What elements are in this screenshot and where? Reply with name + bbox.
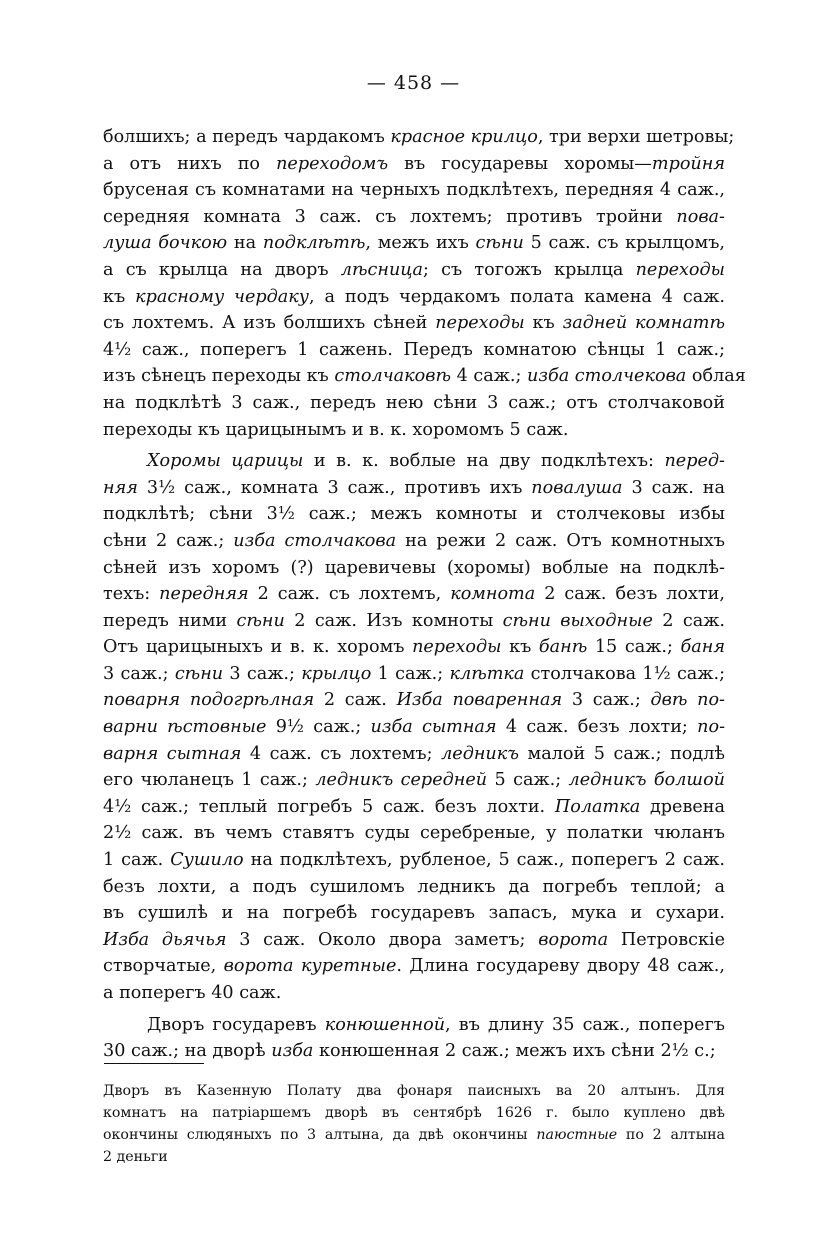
italic-term: передняя (159, 584, 249, 605)
italic-term: изба столчекова (527, 366, 687, 387)
text-line (103, 820, 725, 847)
italic-term: Полатка (554, 796, 641, 817)
text-run: 5 саж. съ крылцомъ, (523, 233, 725, 254)
text-run: къ (524, 313, 563, 334)
text-run: на режи 2 саж. Отъ комнотныхъ (396, 530, 725, 551)
text-run: въ сушилѣ и на погребѣ государевъ запасъ, мука и сухари. (103, 903, 725, 924)
page-number: — 458 — (366, 72, 461, 94)
text-line (103, 608, 725, 635)
italic-term: крылцо (301, 663, 372, 684)
text-run: передъ ними (103, 610, 237, 631)
italic-term: двѣ по- (650, 690, 725, 711)
italic-term: изба столчакова (233, 530, 397, 551)
italic-term: столчаковѣ (334, 366, 451, 387)
text-run: 4 саж.; (451, 366, 528, 387)
italic-term: тройня (651, 153, 725, 174)
text-run: древена (640, 796, 725, 817)
text-run: малой 5 саж.; подлѣ (519, 743, 726, 764)
footnote-paragraph (103, 1080, 725, 1168)
text-run: 2 саж. (652, 610, 725, 631)
text-run: 30 саж.; на дворѣ (103, 1041, 272, 1062)
text-run: брусеная съ комнатами на черныхъ подклѣтехъ, передняя 4 саж., (103, 180, 725, 201)
text-run: 2 саж. Изъ комноты (284, 610, 503, 631)
text-run: 4 саж. безъ лохти; (496, 717, 698, 738)
text-run: 1 саж.; (371, 663, 450, 684)
text-line (103, 741, 725, 768)
text-run: къ (501, 637, 539, 658)
italic-term: варни ѣстовные (103, 717, 267, 738)
text-line (103, 257, 725, 284)
italic-term: ледникъ болшой (568, 770, 725, 791)
text-line (103, 284, 725, 311)
text-run: 4½ саж., поперегъ 1 сажень. Передъ комнатою сѣнцы 1 саж.; (103, 339, 725, 360)
text-run: середняя комната 3 саж. съ лохтемъ; противъ тройни (103, 206, 677, 227)
text-line (103, 1080, 725, 1102)
text-line (103, 794, 725, 821)
text-line (103, 1146, 725, 1168)
italic-term: сѣни выходные (502, 610, 653, 631)
text-run: конюшенная 2 саж.; межъ ихъ сѣни 2½ с.; (313, 1041, 716, 1062)
italic-term: повалуша (531, 477, 623, 498)
text-run: 1 саж. (103, 850, 171, 871)
text-line (103, 953, 725, 980)
text-line (103, 714, 725, 741)
italic-term: Изба дьячья (103, 929, 227, 950)
text-line (103, 501, 725, 528)
text-run: 2½ саж. въ чемъ ставятъ суды серебреные, у полатки чюланъ (103, 823, 725, 844)
text-line (103, 230, 725, 257)
text-run: 5 саж.; (487, 770, 569, 791)
text-run: и в. к. воблые на дву подклѣтехъ: (303, 451, 665, 472)
italic-term: Сушило (170, 850, 244, 871)
text-run: , а подъ чердакомъ полата камена 4 саж. (309, 286, 725, 307)
text-run: съ лохтемъ. А изъ болшихъ сѣней (103, 313, 436, 334)
text-line (103, 448, 725, 475)
italic-term: изба (271, 1041, 314, 1062)
text-run: 3 саж.; (223, 663, 302, 684)
text-run: 3 саж. на (622, 477, 725, 498)
text-run: техъ: (103, 584, 160, 605)
text-run: , въ длину 35 саж., поперегъ (445, 1014, 725, 1035)
text-run: Отъ царицыныхъ и в. к. хоромъ (103, 637, 413, 658)
italic-term: конюшенной (324, 1014, 446, 1035)
italic-term: варня сытная (103, 743, 242, 764)
text-run: сѣни 2 саж.; (103, 530, 234, 551)
text-run: переходы къ царицынымъ и в. к. хоромомъ 5 саж. (103, 419, 569, 440)
italic-term: клѣтка (449, 663, 525, 684)
italic-term: красное крилцо (390, 127, 538, 147)
text-run: Дворъ въ Казенную Полату два фонаря паисныхъ ва 20 алтынъ. Для (103, 1083, 725, 1099)
text-run: въ государевы хоромы— (388, 153, 652, 174)
text-run: болшихъ; а передъ чардакомъ (103, 127, 391, 147)
italic-term: комнота (450, 584, 536, 605)
text-run: изъ сѣнецъ переходы къ (103, 366, 335, 387)
text-run: столчакова 1½ саж.; (524, 663, 725, 684)
text-line (103, 310, 725, 337)
text-line (103, 528, 725, 555)
text-run: на подклѣтехъ, рубленое, 5 саж., поперегъ 2 саж. (243, 850, 726, 871)
text-run: на (227, 233, 263, 254)
text-line (103, 417, 725, 444)
text-run: его чюланецъ 1 саж.; (103, 770, 316, 791)
text-run: а съ крылца на дворъ (103, 259, 341, 280)
italic-term: сѣни (475, 233, 524, 254)
italic-term: сѣни (174, 663, 224, 684)
italic-term: ворота куретные (223, 956, 397, 977)
text-line (103, 177, 725, 204)
italic-term: паюстные (536, 1127, 618, 1143)
text-line (103, 634, 725, 661)
italic-term: Изба поваренная (396, 690, 563, 711)
text-run: , межъ ихъ (365, 233, 476, 254)
text-line (103, 1038, 725, 1065)
text-line (103, 124, 735, 151)
text-line (103, 900, 725, 927)
text-line (103, 980, 725, 1007)
italic-term: ледникъ середней (315, 770, 488, 791)
text-run: къ (103, 286, 136, 307)
italic-term: изба сытная (370, 717, 497, 738)
text-run: окончины слюдяныхъ по 3 алтына, да двѣ окончины (103, 1127, 537, 1143)
italic-term: переходомъ (276, 153, 389, 174)
text-line (103, 363, 746, 390)
text-run: 3 саж.; (562, 690, 651, 711)
text-run: 2 саж. (314, 690, 397, 711)
text-run: безъ лохти, а подъ сушиломъ ледникъ да погребъ теплой; а (103, 876, 725, 897)
footnote (103, 1080, 725, 1168)
text-run: ; съ тогожъ крылца (423, 259, 636, 280)
text-line (103, 337, 725, 364)
paragraph (103, 124, 746, 443)
italic-term: по- (697, 717, 726, 738)
italic-term: переходы (635, 259, 725, 280)
text-run: 15 саж.; (587, 637, 681, 658)
text-line (103, 847, 725, 874)
italic-term: перед- (664, 451, 725, 472)
text-line (103, 927, 725, 954)
text-line (103, 581, 725, 608)
text-run: , три верхи шетровы; (537, 127, 735, 147)
text-run: 3 саж.; (103, 663, 175, 684)
text-line (103, 204, 725, 231)
text-run: 3 саж. Около двора заметъ; (226, 929, 539, 950)
main-text (103, 124, 746, 1065)
italic-term: няя (103, 477, 138, 498)
paragraph (103, 448, 725, 1006)
italic-term: Хоромы царицы (147, 451, 304, 472)
text-line (103, 874, 725, 901)
text-run: 9½ саж.; (266, 717, 371, 738)
text-run: 3½ саж., комната 3 саж., противъ ихъ (137, 477, 532, 498)
text-run: . Длина государеву двору 48 саж., (396, 956, 725, 977)
text-line (103, 767, 725, 794)
italic-term: лѣсница (340, 259, 424, 280)
text-run: 4½ саж.; теплый погребъ 5 саж. безъ лохти. (103, 796, 555, 817)
text-run: Петровскіе (608, 929, 726, 950)
text-run: створчатые, (103, 956, 224, 977)
italic-term: сѣни (236, 610, 285, 631)
italic-term: подклѣтѣ (262, 233, 366, 254)
italic-term: ледникъ (441, 743, 519, 764)
text-run: 2 деньги (103, 1149, 168, 1165)
italic-term: пова- (676, 206, 725, 227)
text-run: а поперегъ 40 саж. (103, 983, 282, 1003)
text-run: на подклѣтѣ 3 саж., передъ нею сѣни 3 саж.; отъ столчаковой (103, 392, 725, 413)
italic-term: поварня подогрѣлная (103, 690, 315, 711)
text-run: Дворъ государевъ (147, 1014, 325, 1035)
italic-term: задней комнатѣ (562, 313, 726, 334)
paragraph (103, 1012, 725, 1065)
text-run: по 2 алтына (617, 1127, 725, 1143)
text-line (103, 661, 725, 688)
italic-term: баня (680, 637, 725, 658)
text-run: 2 саж. безъ лохти, (535, 584, 725, 605)
footnote-divider (104, 1063, 204, 1064)
text-run: 2 саж. съ лохтемъ, (248, 584, 451, 605)
italic-term: красному чердаку (135, 286, 310, 307)
text-run: облая (686, 366, 746, 387)
text-line (103, 1012, 725, 1039)
text-run: подклѣтѣ; сѣни 3½ саж.; межъ комноты и столчековы избы (103, 504, 725, 525)
text-run: 4 саж. съ лохтемъ; (241, 743, 442, 764)
italic-term: ворота (538, 929, 609, 950)
text-run: комнатъ на патріаршемъ дворѣ въ сентябрѣ 1626 г. было куплено двѣ (103, 1105, 725, 1121)
text-line (103, 1102, 725, 1124)
text-line (103, 555, 725, 582)
text-run: сѣней изъ хоромъ (?) царевичевы (хоромы) воблые на подклѣ- (103, 557, 725, 578)
text-line (103, 687, 725, 714)
text-line (103, 390, 725, 417)
italic-term: банѣ (538, 637, 588, 658)
text-line (103, 151, 725, 178)
italic-term: луша бочкою (103, 233, 228, 254)
italic-term: переходы (412, 637, 502, 658)
italic-term: переходы (435, 313, 525, 334)
text-run: а отъ нихъ по (103, 153, 277, 174)
text-line (103, 1124, 725, 1146)
text-line (103, 475, 725, 502)
